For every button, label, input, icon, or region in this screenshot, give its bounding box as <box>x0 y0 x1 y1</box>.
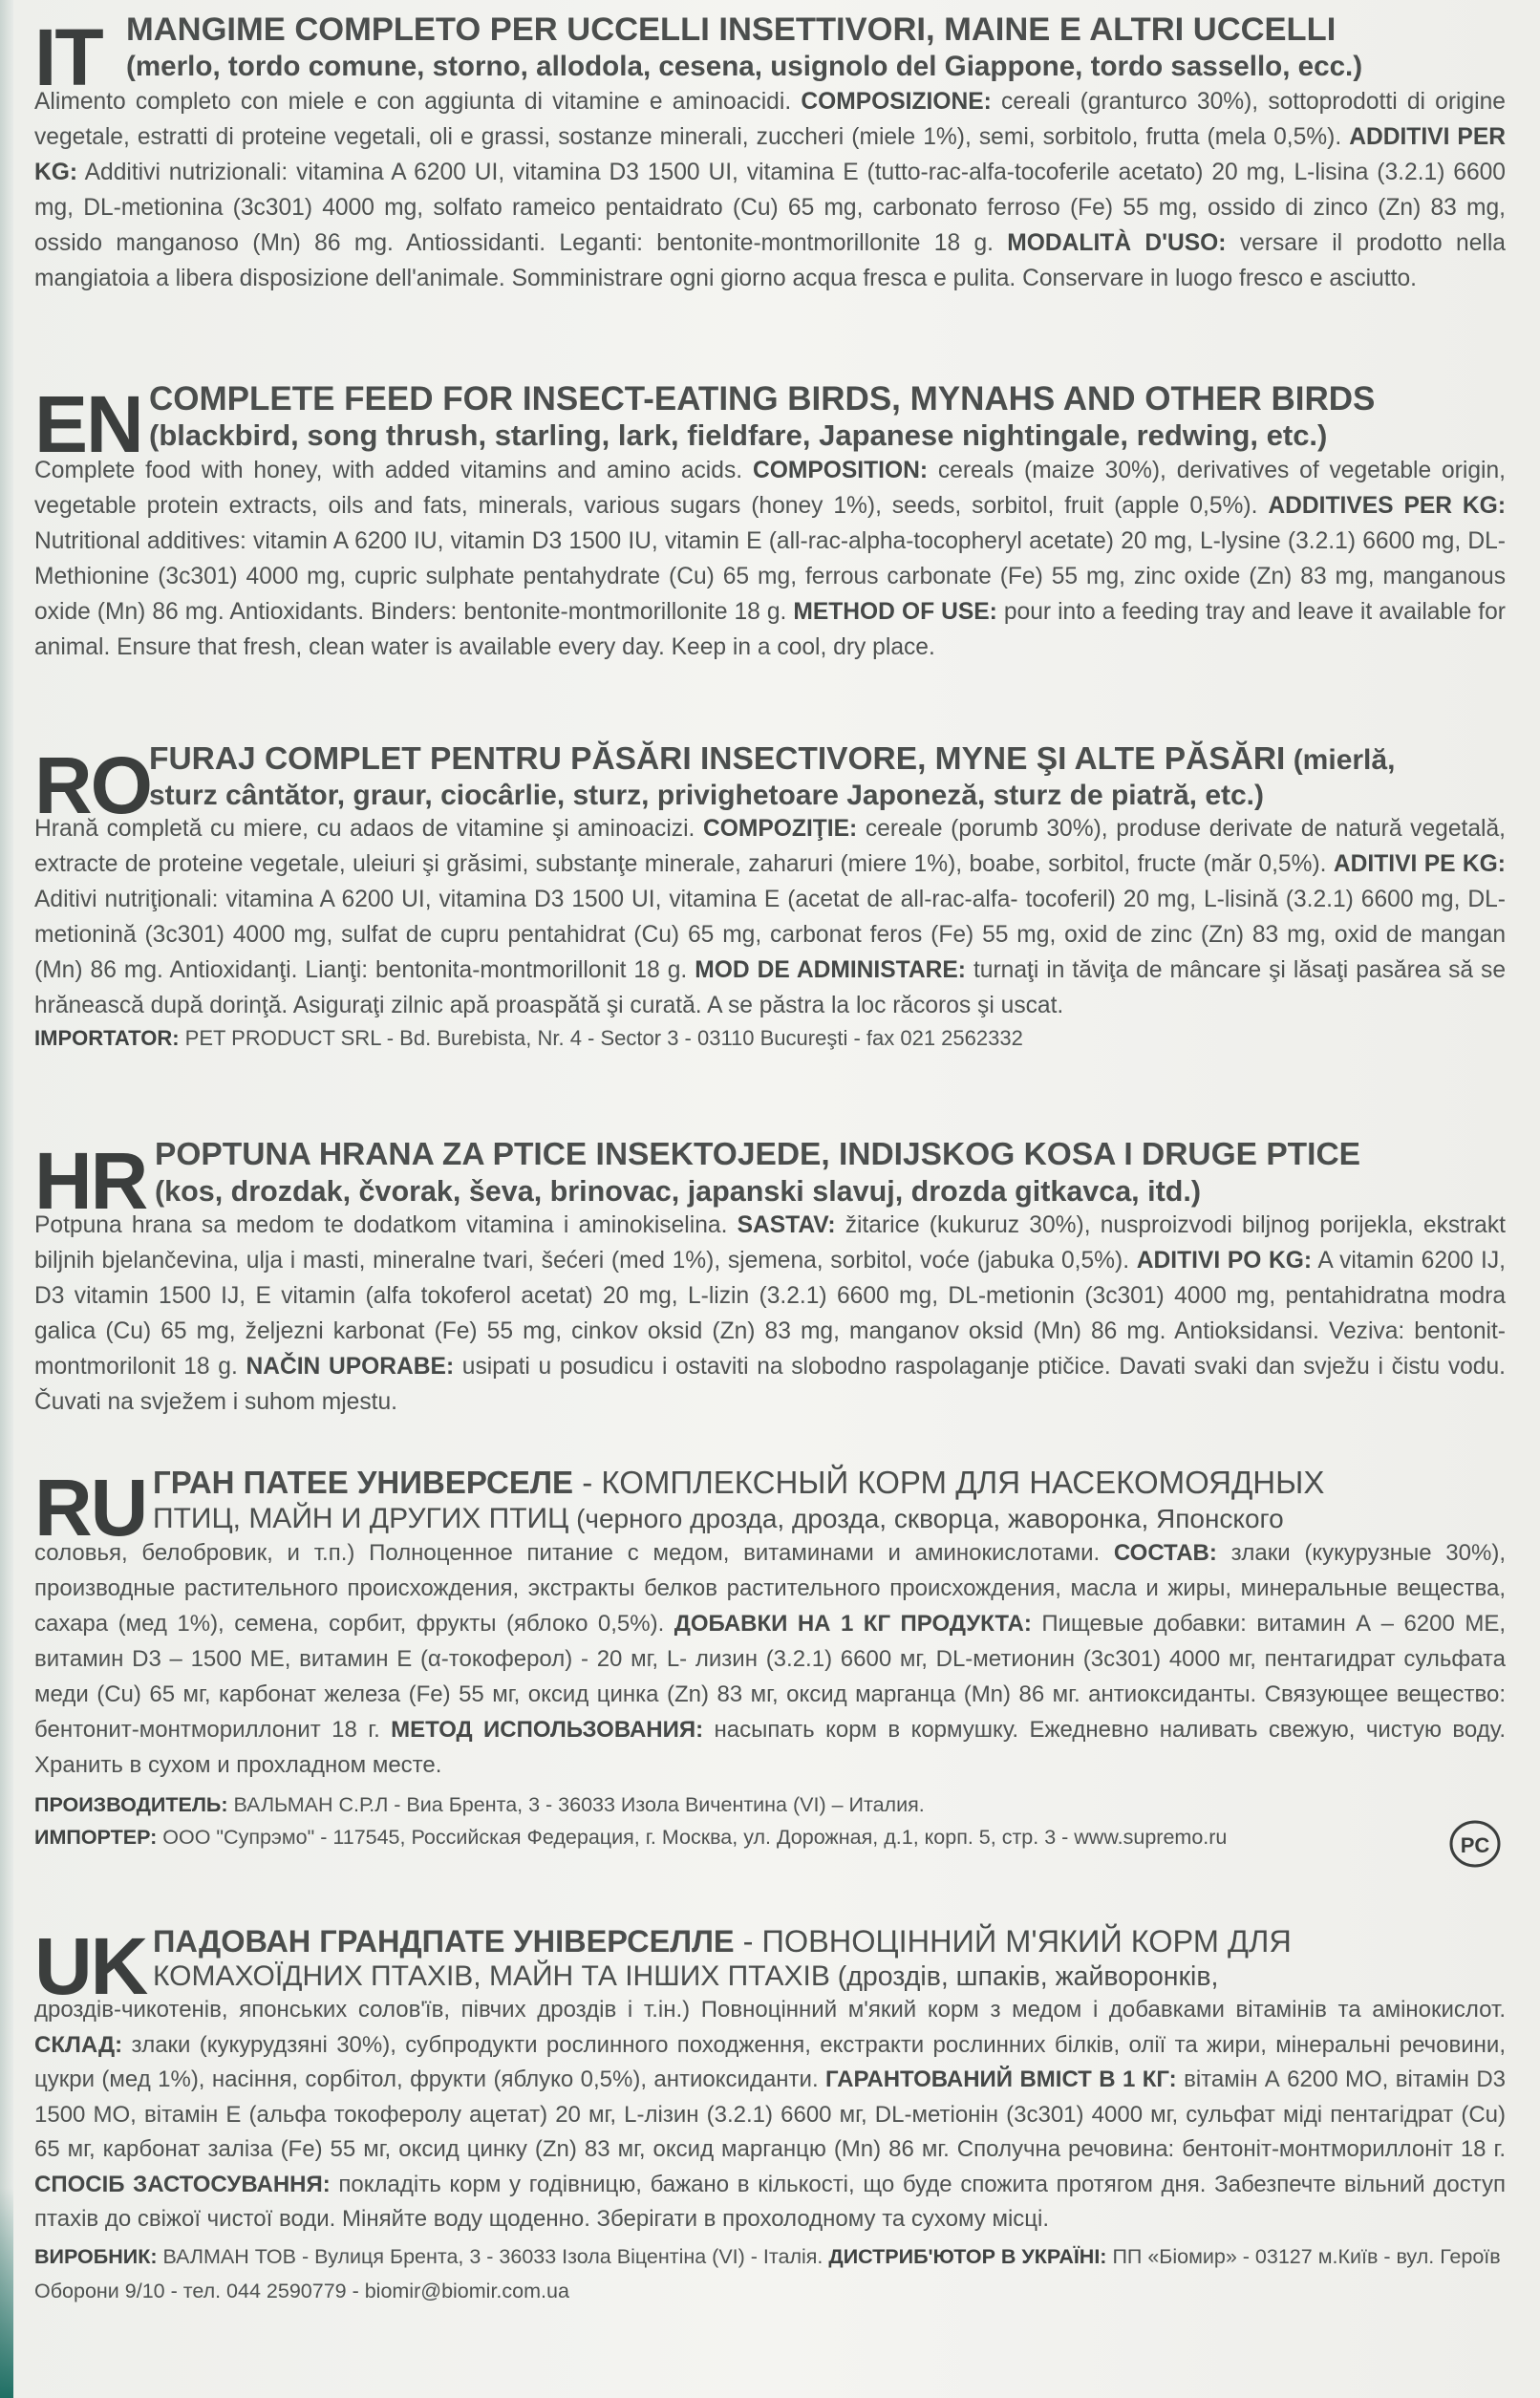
section-body <box>34 1208 1506 1420</box>
additives-heading: ADDITIVI PER KG: <box>34 123 1506 185</box>
section-title: FURAJ COMPLET PENTRU PĂSĂRI INSECTIVORE, MYNE ŞI ALTE PĂSĂRI <box>149 741 1286 777</box>
section-title-rest: - ПОВНОЦІННИЙ М'ЯКИЙ КОРМ ДЛЯ <box>734 1924 1292 1959</box>
additives-heading: ADITIVI PO KG: <box>1136 1247 1313 1274</box>
language-code: HR <box>34 1136 147 1226</box>
section-subtitle: КОМАХОЇДНИХ ПТАХІВ, МАЙН ТА ІНШИХ ПТАХІВ <box>153 1960 830 1993</box>
section-ru <box>34 1463 1507 1857</box>
importer-text: ООО "Супрэмо" - 117545, Российская Федерация, г. Москва, ул. Дорожная, д.1, корп. 5, стр. 3 - www.supremo.ru <box>157 1825 1228 1849</box>
language-code: UK <box>34 1921 147 2011</box>
additives-text: Nutritional additives: vitamin A 6200 IU, vitamin D3 1500 IU, vitamin E (all-rac-alpha-tocopheryl acetate) 20 mg, L-lysine (3.2.1) 6600 mg, DL-Methionine (3c301) 4000 mg, cupric sulphate pentahydrate (Cu) 65 mg, ferrous carbonate (Fe) 55 mg, zinc oxide (Zn) 83 mg, manganous oxide (Mn) 86 mg. Antioxidants. Binders: bentonite-montmorillonite 18 g. <box>34 527 1506 625</box>
importer-label: IMPORTATOR: <box>34 1026 180 1051</box>
additives-heading: ADDITIVES PER KG: <box>1268 492 1507 519</box>
composition-text: cereals (maize 30%), derivatives of vegetable origin, vegetable protein extracts, oils and fats, minerals, various sugars (honey 1%), seeds, sorbitol, fruit (apple 0,5%). <box>34 457 1506 519</box>
section-subtitle-rest: (дроздів, шпаків, жайворонків, <box>829 1961 1219 1993</box>
section-body <box>34 84 1506 296</box>
composition-heading: СКЛАД: <box>34 2031 123 2058</box>
usage-text: pour into a feeding tray and leave it available for animal. Ensure that fresh, clean water is available every day. Keep in a cool, dry place. <box>34 598 1506 660</box>
section-title: ГРАН ПАТЕЕ УНИВЕРСЕЛЕ <box>153 1465 574 1500</box>
composition-heading: COMPOZIŢIE: <box>703 816 858 843</box>
additives-heading: ADITIVI PE KG: <box>1333 851 1506 878</box>
section-subtitle: (blackbird, song thrush, starling, lark, fieldfare, Japanese nightingale, redwing, etc.) <box>149 418 1328 453</box>
composition-text: злаки (кукурузные 30%), производные растительного происхождения, экстракты белков растительного происхождения, масла и жиры, минеральные вещества, сахара (мед 1%), семена, сорбит, фрукты (яблоко 0,5%). <box>34 1539 1507 1637</box>
pct-mark-icon <box>1448 1819 1502 1869</box>
composition-heading: SASTAV: <box>737 1211 836 1238</box>
additives-heading: ДОБАВКИ НА 1 КГ ПРОДУКТА: <box>674 1610 1032 1637</box>
section-it <box>34 11 1506 296</box>
composition-heading: СОСТАВ: <box>1113 1539 1217 1566</box>
additives-heading: ГАРАНТОВАНИЙ ВМІСТ В 1 КГ: <box>825 2066 1177 2093</box>
importer-label: ИМПОРТЕР: <box>34 1825 158 1849</box>
distributor-label: ДИСТРИБ'ЮТОР В УКРАЇНІ: <box>828 2244 1107 2268</box>
section-body <box>34 453 1506 665</box>
additives-text: Пищевые добавки: витамин А – 6200 МЕ, витамин D3 – 1500 МЕ, витамин Е (α-токоферол) - 20 мг, L- лизин (3.2.1) 6600 мг, DL-метионин (3c301) 4000 мг, пентагидрат сульфата меди (Cu) 65 мг, карбонат железа (Fe) 55 мг, оксид цинка (Zn) 83 мг, оксид марганца (Mn) 86 мг. антиоксиданты. Связующее вещество: бентонит-монтмориллонит 18 г. <box>34 1610 1506 1743</box>
importer-text: PET PRODUCT SRL - Bd. Burebista, Nr. 4 - Sector 3 - 03110 Bucureşti - fax 021 2562332 <box>179 1026 1023 1051</box>
importer-line <box>34 1023 1506 1054</box>
section-subtitle: (kos, drozdak, čvorak, ševa, brinovac, japanski slavuj, drozda gitkavca, itd.) <box>155 1174 1202 1208</box>
manufacturer-distributor-line <box>34 2239 1506 2308</box>
pct-certification-mark <box>1448 1819 1502 1873</box>
section-title-tail: (mierlă, <box>1285 744 1396 776</box>
section-uk <box>34 1921 1507 2308</box>
distributor-text: ПП «Біомир» - 03127 м.Київ - вул. Героїв Оборони 9/10 - тел. 044 2590779 - biomir@biomir.com.ua <box>34 2244 1501 2302</box>
section-subtitle: (merlo, tordo comune, storno, allodola, cesena, usignolo del Giappone, tordo sassello, ecc.) <box>126 50 1363 82</box>
section-body <box>34 1535 1506 1783</box>
section-subtitle: ПТИЦ, МАЙН И ДРУГИХ ПТИЦ <box>153 1502 569 1534</box>
section-subtitle: sturz cântător, graur, ciocârlie, sturz, privighetoare Japoneză, sturz de piatră, etc.) <box>149 779 1265 811</box>
section-title: POPTUNA HRANA ZA PTICE INSEKTOJEDE, INDIJSKOG KOSA I DRUGE PTICE <box>155 1137 1360 1172</box>
usage-heading: МЕТОД ИСПОЛЬЗОВАНИЯ: <box>391 1716 704 1743</box>
section-title-rest: - КОМПЛЕКСНЫЙ КОРМ ДЛЯ НАСЕКОМОЯДНЫХ <box>573 1465 1325 1500</box>
intro-text: Potpuna hrana sa medom te dodatkom vitamina i aminokiselina. <box>34 1211 738 1238</box>
additives-text: Aditivi nutriţionali: vitamina A 6200 UI, vitamina D3 1500 UI, vitamina E (acetat de all-rac-alfa- tocoferil) 20 mg, L-lisină (3.2.1) 6600 mg, DL-metionină (3c301) 4000 mg, sulfat de cupru pentahidrat (Cu) 65 mg, carbonat feros (Fe) 55 mg, oxid de zinc (Zn) 83 mg, oxid de mangan (Mn) 86 mg. Antioxidanţi. Lianţi: bentonita-montmorillonit 18 g. <box>34 887 1506 984</box>
usage-text: покладіть корм у годівницю, бажано в кількості, що буде спожита протягом дня. Забезпечте вільний доступ птахів до свіжої чистої води. Міняйте воду щоденно. Зберігати в прохолодному та сухому місці. <box>34 2171 1506 2233</box>
composition-text: злаки (кукурудзяні 30%), субпродукти рослинного походження, екстракти рослинних білків, олії та жири, мінеральні речовини, цукри (мед 1%), насіння, сорбітол, фрукти (яблуко 0,5%), антиоксиданти. <box>34 2031 1506 2093</box>
composition-heading: COMPOSIZIONE: <box>801 88 992 115</box>
section-ro <box>34 741 1506 1054</box>
additives-text: A vitamin 6200 IJ, D3 vitamin 1500 IJ, E vitamin (alfa tokoferol acetat) 20 mg, L-lizin (3.2.1) 6600 mg, DL-metionin (3c301) 4000 mg, pentahidratna modra galica (Cu) 65 mg, željezni karbonat (Fe) 55 mg, cinkov oksid (Zn) 83 mg, manganov oksid (Mn) 86 mg. Antioksidansi. Veziva: bentonit-montmorilonit 18 g. <box>34 1247 1506 1380</box>
section-body <box>34 1993 1506 2237</box>
usage-heading: СПОСІБ ЗАСТОСУВАННЯ: <box>34 2171 331 2197</box>
left-edge-shadow <box>0 0 13 2398</box>
usage-text: versare il prodotto nella mangiatoia a libera disposizione dell'animale. Somministrare ogni giorno acqua fresca e pulita. Conservare in luogo fresco e asciutto. <box>34 229 1506 291</box>
importer-line <box>34 1821 1506 1853</box>
additives-text: Additivi nutrizionali: vitamina A 6200 UI, vitamina D3 1500 UI, vitamina E (tutto-rac-alfa-tocoferile acetato) 20 mg, L-lisina (3.2.1) 6600 mg, DL-metionina (3c301) 4000 mg, solfato rameico pentaidrato (Cu) 65 mg, carbonato ferroso (Fe) 55 mg, ossido di zinco (Zn) 83 mg, ossido manganoso (Mn) 86 mg. Antiossidanti. Leganti: bentonite-montmorillonite 18 g. <box>34 159 1506 256</box>
manufacturer-text: ВАЛМАН ТОВ - Вулиця Брента, 3 - 36033 Ізола Віцентіна (VI) - Італія. <box>157 2244 829 2268</box>
section-title: MANGIME COMPLETO PER UCCELLI INSETTIVORI, MAINE E ALTRI UCCELLI <box>126 11 1337 48</box>
section-body <box>34 811 1506 1023</box>
usage-text: turnaţi in tăviţa de mâncare şi lăsaţi pasărea să se hrănească după dorinţă. Asiguraţi zilnic apă proaspătă şi curată. A se păstra la loc răcoros şi uscat. <box>34 957 1507 1019</box>
language-code: IT <box>34 12 102 102</box>
manufacturer-label: ВИРОБНИК: <box>34 2244 158 2268</box>
additives-text: вітамін А 6200 МО, вітамін D3 1500 МО, вітамін Е (альфа токоферолу ацетат) 20 мг, L-лізин (3.2.1) 6600 мг, DL-метіонін (3c301) 4000 мг, сульфат міді пентагідрат (Cu) 65 мг, карбонат заліза (Fe) 55 мг, оксид цинку (Zn) 83 мг, оксид марганцю (Mn) 86 мг. Сполучна речовина: бентоніт-монтмориллоніт 18 г. <box>34 2066 1507 2163</box>
section-hr <box>34 1137 1506 1420</box>
usage-heading: METHOD OF USE: <box>793 598 997 625</box>
intro-text: дроздів-чикотенів, японських солов'їв, півчих дроздів і т.ін.) Повноцінний м'який корм з медом і добавками вітамінів та амінокислот. <box>34 1997 1506 2023</box>
intro-text: Hrană completă cu miere, cu adaos de vitamine şi aminoacizi. <box>34 816 704 843</box>
intro-text: Complete food with honey, with added vitamins and amino acids. <box>34 457 753 483</box>
section-subtitle-rest: (черного дрозда, дрозда, скворца, жаворонка, Японского <box>568 1503 1284 1533</box>
intro-text: соловья, белобровик, и т.п.) Полноценное питание с медом, витаминами и аминокислотами. <box>34 1539 1114 1566</box>
section-en <box>34 380 1506 665</box>
svg-text:PC: PC <box>1460 1833 1490 1857</box>
usage-heading: MODALITÀ D'USO: <box>1007 229 1227 256</box>
language-code: RU <box>34 1463 147 1552</box>
usage-heading: MOD DE ADMINISTARE: <box>695 957 966 984</box>
language-code: EN <box>34 379 142 469</box>
language-code: RO <box>34 740 151 830</box>
composition-text: cereali (granturco 30%), sottoprodotti di origine vegetale, estratti di proteine vegetali, oli e grassi, sostanze minerali, zuccheri (miele 1%), semi, sorbitolo, frutta (mela 0,5%). <box>34 88 1506 150</box>
usage-text: usipati u posudicu i ostaviti na slobodno raspolaganje ptičice. Davati svaki dan svježu i čistu vodu. Čuvati na svježem i suhom mjestu. <box>34 1353 1506 1415</box>
composition-text: cereale (porumb 30%), produse derivate de natură vegetală, extracte de proteine vegetale, uleiuri şi grăsimi, substanţe minerale, zaharuri (miere 1%), boabe, sorbitol, fructe (măr 0,5%). <box>34 816 1506 878</box>
usage-text: насыпать корм в кормушку. Ежедневно наливать свежую, чистую воду. Хранить в сухом и прохладном месте. <box>34 1716 1506 1778</box>
section-title: COMPLETE FEED FOR INSECT-EATING BIRDS, MYNAHS AND OTHER BIRDS <box>149 380 1376 418</box>
section-title: ПАДОВАН ГРАНДПАТЕ УНІВЕРСЕЛЛЕ <box>153 1924 735 1959</box>
usage-heading: NAČIN UPORABE: <box>246 1353 455 1380</box>
composition-heading: COMPOSITION: <box>752 457 929 483</box>
manufacturer-line <box>34 1788 1506 1821</box>
bottom-edge-shade <box>0 2188 13 2398</box>
manufacturer-label: ПРОИЗВОДИТЕЛЬ: <box>34 1792 228 1816</box>
composition-text: žitarice (kukuruz 30%), nusproizvodi biljnog porijekla, ekstrakt biljnih bjelančevina, ulja i masti, mineralne tvari, šećeri (med 1%), sjemena, sorbitol, voće (jabuka 0,5%). <box>34 1211 1506 1274</box>
manufacturer-text: ВАЛЬМАН С.Р.Л - Виа Брента, 3 - 36033 Изола Вичентина (VI) – Италия. <box>227 1792 925 1816</box>
intro-text: Alimento completo con miele e con aggiunta di vitamine e aminoacidi. <box>34 88 802 115</box>
